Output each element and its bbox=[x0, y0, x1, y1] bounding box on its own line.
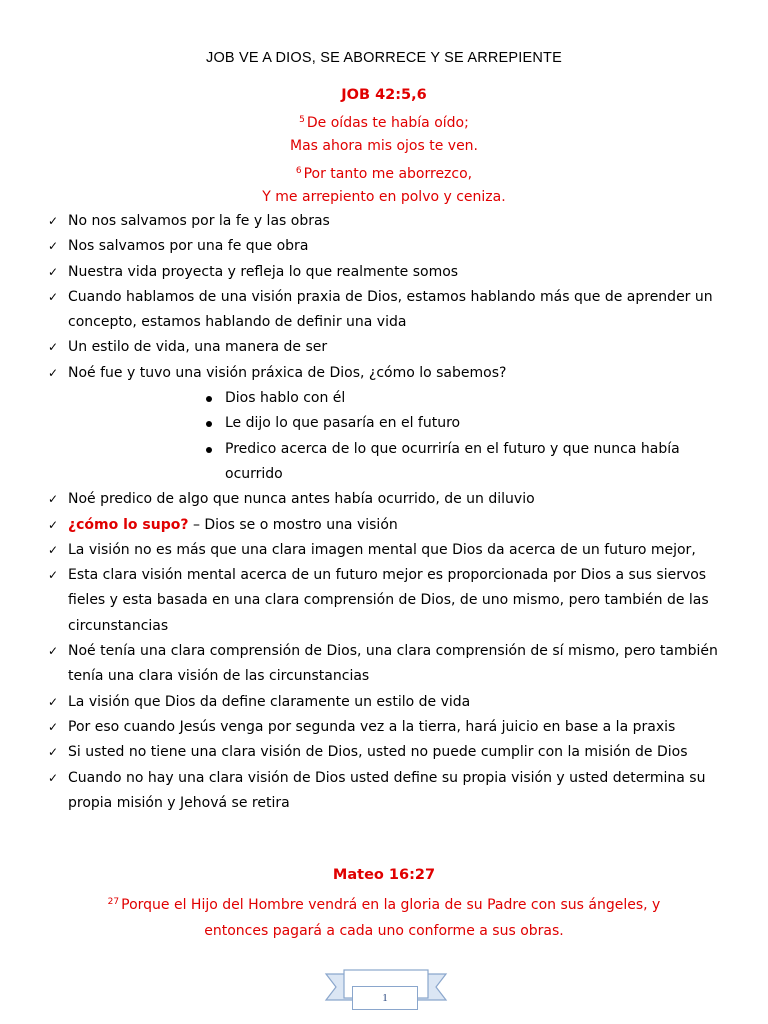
check-icon: ✓ bbox=[48, 214, 59, 228]
list-item bbox=[48, 487, 728, 512]
check-icon: ✓ bbox=[48, 644, 59, 659]
check-icon: ✓ bbox=[48, 492, 59, 507]
list-item bbox=[48, 513, 728, 538]
item-text: Nuestra vida proyecta y refleja lo que realmente somos bbox=[68, 263, 459, 280]
list-item bbox=[48, 538, 728, 563]
item-text: Cuando hablamos de una visión praxia de Dios, estamos hablando más que de aprender un concepto, estamos hablando de definir una vida bbox=[68, 288, 713, 331]
verse-text: entonces pagará a cada uno conforme a sus obras. bbox=[204, 923, 564, 939]
item-text: Si usted no tiene una clara visión de Dios, usted no puede cumplir con la misión de Dios bbox=[68, 744, 688, 761]
check-icon: ✓ bbox=[48, 542, 59, 557]
sub-list-item bbox=[68, 437, 728, 488]
check-icon: ✓ bbox=[48, 745, 59, 760]
check-icon: ✓ bbox=[48, 694, 59, 709]
list-item bbox=[48, 335, 728, 360]
mateo-scripture bbox=[0, 862, 768, 944]
check-icon: ✓ bbox=[48, 365, 59, 380]
verse-text: Y me arrepiento en polvo y ceniza. bbox=[262, 188, 506, 205]
check-icon: ✓ bbox=[48, 289, 59, 304]
list-item bbox=[48, 209, 728, 234]
page-number: 1 bbox=[352, 986, 418, 1010]
list-item bbox=[48, 715, 728, 740]
verse-text: Por tanto me aborrezco, bbox=[303, 166, 473, 182]
check-icon: ✓ bbox=[48, 568, 59, 583]
list-item bbox=[48, 690, 728, 715]
list-item bbox=[48, 361, 728, 487]
check-icon: ✓ bbox=[48, 239, 59, 254]
item-text: Noé fue y tuvo una visión práxica de Dios, ¿cómo lo sabemos? bbox=[68, 364, 507, 381]
verse-text: De oídas te había oído; bbox=[306, 115, 469, 131]
verse-number: 27 bbox=[107, 897, 120, 907]
list-item bbox=[48, 766, 728, 817]
job-scripture bbox=[0, 84, 768, 210]
list-item bbox=[48, 740, 728, 765]
item-text: La visión que Dios da define claramente un estilo de vida bbox=[68, 693, 471, 710]
sub-list-item bbox=[68, 386, 728, 411]
mateo-reference: Mateo 16:27 bbox=[332, 867, 436, 883]
job-reference: JOB 42:5,6 bbox=[341, 87, 427, 103]
item-text: Un estilo de vida, una manera de ser bbox=[68, 339, 328, 356]
verse-line bbox=[0, 918, 768, 944]
checklist bbox=[48, 209, 728, 816]
item-text: – Dios se o mostro una visión bbox=[192, 516, 398, 533]
list-item bbox=[48, 563, 728, 639]
verse-text: Mas ahora mis ojos te ven. bbox=[289, 137, 478, 154]
verse-number: 6 bbox=[295, 166, 302, 176]
item-text: Dios hablo con él bbox=[225, 390, 346, 407]
sub-list bbox=[68, 386, 728, 487]
item-text: Esta clara visión mental acerca de un futuro mejor es proporcionada por Dios a sus siervos fieles y esta basada en una clara comprensión de Dios, de uno mismo, pero también de las circunstancias bbox=[68, 567, 709, 634]
item-text: Por eso cuando Jesús venga por segunda vez a la tierra, hará juicio en base a la praxis bbox=[68, 718, 676, 735]
item-text: Nos salvamos por una fe que obra bbox=[68, 238, 309, 255]
verse-line bbox=[0, 159, 768, 185]
list-item bbox=[48, 639, 728, 690]
check-icon: ✓ bbox=[48, 340, 59, 355]
verse-line bbox=[0, 185, 768, 211]
check-icon: ✓ bbox=[48, 770, 59, 785]
bullet-icon bbox=[206, 421, 212, 427]
verse-line bbox=[0, 134, 768, 160]
verse-number: 5 bbox=[299, 115, 305, 125]
bullet-icon bbox=[206, 396, 212, 402]
item-text: No nos salvamos por la fe y las obras bbox=[68, 213, 330, 229]
highlight-question: ¿cómo lo supo? bbox=[68, 516, 189, 533]
sub-list-item bbox=[68, 411, 728, 436]
check-icon: ✓ bbox=[48, 264, 59, 279]
check-icon: ✓ bbox=[48, 517, 59, 532]
bullet-icon bbox=[206, 447, 212, 453]
verse-text: Porque el Hijo del Hombre vendrá en la gloria de su Padre con sus ángeles, y bbox=[121, 897, 661, 913]
item-text: Le dijo lo que pasaría en el futuro bbox=[225, 415, 461, 432]
item-text: Noé predico de algo que nunca antes había ocurrido, de un diluvio bbox=[68, 491, 535, 508]
check-icon: ✓ bbox=[48, 719, 59, 734]
list-item bbox=[48, 260, 728, 285]
list-item bbox=[48, 285, 728, 336]
list-item bbox=[48, 234, 728, 259]
page-title: JOB VE A DIOS, SE ABORRECE Y SE ARREPIENTE bbox=[206, 50, 562, 66]
item-text: La visión no es más que una clara imagen mental que Dios da acerca de un futuro mejor, bbox=[68, 541, 696, 558]
item-text: Cuando no hay una clara visión de Dios usted define su propia visión y usted determina su propia misión y Jehová se retira bbox=[68, 769, 706, 811]
item-text: Predico acerca de lo que ocurriría en el futuro y que nunca había ocurrido bbox=[225, 440, 680, 482]
verse-line bbox=[0, 108, 768, 134]
page-number-banner bbox=[318, 966, 454, 1014]
item-text: Noé tenía una clara comprensión de Dios, una clara comprensión de sí mismo, pero también tenía una clara visión de las circunstancias bbox=[68, 643, 718, 685]
verse-line bbox=[0, 889, 768, 918]
